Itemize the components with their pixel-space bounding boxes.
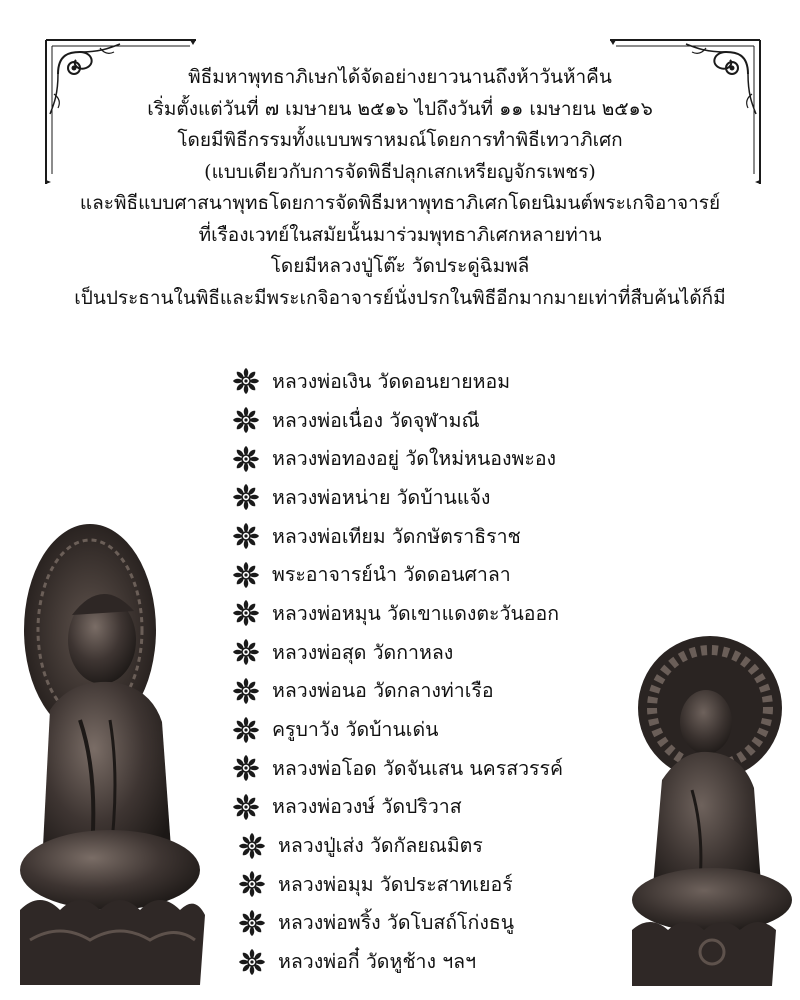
lotus-flower-icon [232,445,260,473]
description-line: เป็นประธานในพิธีและมีพระเกจิอาจารย์นั่งปรกในพิธีอีกมากมายเท่าที่สืบค้นได้ก็มี [74,286,726,309]
monk-list-item [232,594,652,633]
lotus-flower-icon [238,870,266,898]
monk-list [232,362,652,981]
lotus-flower-icon [232,638,260,666]
monk-list-item [232,788,652,827]
monk-name: หลวงพ่อมุม วัดประสาทเยอร์ [278,872,513,896]
monk-list-item [232,942,652,981]
lotus-flower-icon [232,716,260,744]
monk-name: ครูบาวัง วัดบ้านเด่น [272,718,439,742]
description-line: โดยมีพิธีกรรมทั้งแบบพราหมณ์โดยการทำพิธีเทวาภิเศก [177,129,623,151]
monk-name: หลวงพ่อเนื่อง วัดจุฬามณี [272,408,480,432]
monk-list-item [232,710,652,749]
monk-name: หลวงปู่เส่ง วัดกัลยณมิตร [278,834,483,858]
monk-list-item [232,672,652,711]
lotus-flower-icon [232,483,260,511]
monk-list-item [232,555,652,594]
lotus-flower-icon [232,561,260,589]
lotus-flower-icon [232,406,260,434]
lotus-flower-icon [232,754,260,782]
lotus-flower-icon [232,599,260,627]
lotus-flower-icon [232,793,260,821]
buddha-amulet-right-image [612,630,792,990]
description-line: ที่เรืองเวทย์ในสมัยนั้นมาร่วมพุทธาภิเศกหลายท่าน [198,223,602,246]
lotus-flower-icon [238,948,266,976]
monk-list-item [232,865,652,904]
monk-list-item [232,904,652,943]
description-line: และพิธีแบบศาสนาพุทธโดยการจัดพิธีมหาพุทธาภิเศกโดยนิมนต์พระเกจิอาจารย์ [79,192,721,214]
monk-name: หลวงพ่อทองอยู่ วัดใหม่หนองพะอง [272,447,557,471]
monk-list-item [232,826,652,865]
monk-name: หลวงพ่อพริ้ง วัดโบสถ์โก่งธนู [278,911,515,935]
monk-name: หลวงพ่อสุด วัดกาหลง [272,640,454,664]
ceremony-description [0,62,800,314]
description-line: โดยมีหลวงปู่โต๊ะ วัดประดู่ฉิมพลี [270,255,530,277]
lotus-flower-icon [232,367,260,395]
monk-list-item [232,749,652,788]
monk-name: หลวงพ่อกี๋ วัดหูช้าง ฯลฯ [278,950,477,974]
monk-name: หลวงพ่อนอ วัดกลางท่าเรือ [272,679,494,703]
lotus-flower-icon [232,522,260,550]
monk-list-item [232,478,652,517]
monk-list-item [232,517,652,556]
monk-name: หลวงพ่อหน่าย วัดบ้านแจ้ง [272,485,491,509]
monk-name: หลวงพ่อเงิน วัดดอนยายหอม [272,369,511,393]
monk-list-item [232,633,652,672]
monk-name: หลวงพ่อโอด วัดจันเสน นครสวรรค์ [272,756,564,780]
lotus-flower-icon [238,832,266,860]
description-line: พิธีมหาพุทธาภิเษกได้จัดอย่างยาวนานถึงห้าวันห้าคืน [188,66,612,88]
monk-list-item [232,439,652,478]
lotus-flower-icon [232,677,260,705]
monk-list-item [232,362,652,401]
description-line: เริ่มตั้งแต่วันที่ ๗ เมษายน ๒๕๑๖ ไปถึงวันที่ ๑๑ เมษายน ๒๕๑๖ [147,97,653,120]
monk-name: หลวงพ่อเทียม วัดกษัตราธิราช [272,524,521,548]
buddha-amulet-left-image [10,520,205,990]
monk-name: หลวงพ่อวงษ์ วัดปริวาส [272,795,462,819]
lotus-flower-icon [238,909,266,937]
monk-name: หลวงพ่อหมุน วัดเขาแดงตะวันออก [272,601,560,625]
monk-name: พระอาจารย์นำ วัดดอนศาลา [272,563,511,587]
monk-list-item [232,401,652,440]
description-line: (แบบเดียวกับการจัดพิธีปลุกเสกเหรียญจักรเพชร) [204,160,596,183]
